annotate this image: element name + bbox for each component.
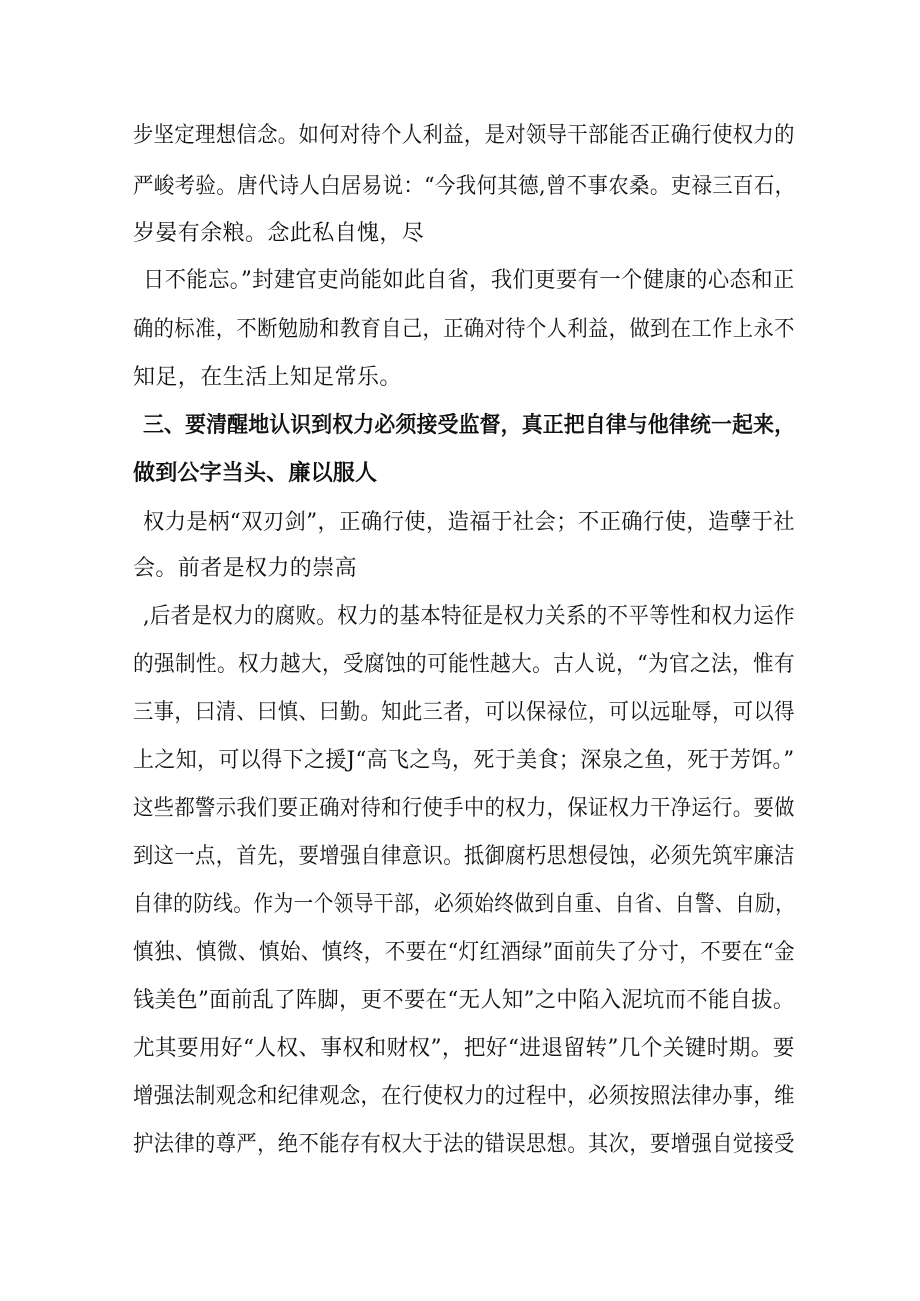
text-line: 日不能忘。”封建官吏尚能如此自省，我们更要有一个健康的心态和正 [143,268,795,293]
text-line: 确的标准，不断勉励和教育自己，正确对待个人利益，做到在工作上永不 [133,317,795,342]
text-line: 的强制性。权力越大，受腐蚀的可能性越大。古人说，“为官之法，惟有 [133,652,796,677]
text-line: 增强法制观念和纪律观念，在行使权力的过程中，必须按照法律办事，维 [133,1084,795,1109]
section-heading: 三、要清醒地认识到权力必须接受监督，真正把自律与他律统一起来， [143,413,796,438]
text-line: 步坚定理想信念。如何对待个人利益，是对领导干部能否正确行使权力的 [133,123,795,148]
text-line: 三事，曰清、曰慎、曰勤。知此三者，可以保禄位，可以远耻辱，可以得 [133,700,795,725]
text-line: 护法律的尊严，绝不能存有权大于法的错误思想。其次，要增强自觉接受 [133,1132,795,1157]
text-line: 慎独、慎微、慎始、慎终，不要在“灯红酒绿”面前失了分寸，不要在“金 [133,940,795,965]
text-line: 钱美色”面前乱了阵脚，更不要在“无人知”之中陷入泥坑而不能自拔。 [133,988,795,1013]
text-line: 知足，在生活上知足常乐。 [133,365,402,390]
text-line: 自律的防线。作为一个领导干部，必须始终做到自重、自省、自警、自励， [133,892,796,917]
text-line: 权力是柄“双刃剑”，正确行使，造福于社会；不正确行使，造孽于社 [143,510,795,535]
text-line: ,后者是权力的腐败。权力的基本特征是权力关系的不平等性和权力运作 [143,604,795,629]
text-line: 到这一点，首先，要增强自律意识。抵御腐朽思想侵蚀，必须先筑牢廉洁 [133,844,795,869]
text-line: 严峻考验。唐代诗人白居易说：“今我何其德,曾不事农桑。吏禄三百石， [133,174,796,199]
text-line: 尤其要用好“人权、事权和财权”，把好“进退留转”几个关键时期。要 [133,1036,795,1061]
text-line: 会。前者是权力的崇高 [133,556,358,581]
text-line: 岁晏有余粮。念此私自愧，尽 [133,221,425,246]
text-line: 这些都警示我们要正确对待和行使手中的权力，保证权力干净运行。要做 [133,796,795,821]
section-heading: 做到公字当头、廉以服人 [133,461,378,486]
text-line: 上之知，可以得下之援J“高飞之鸟，死于美食；深泉之鱼，死于芳饵。” [133,748,795,773]
